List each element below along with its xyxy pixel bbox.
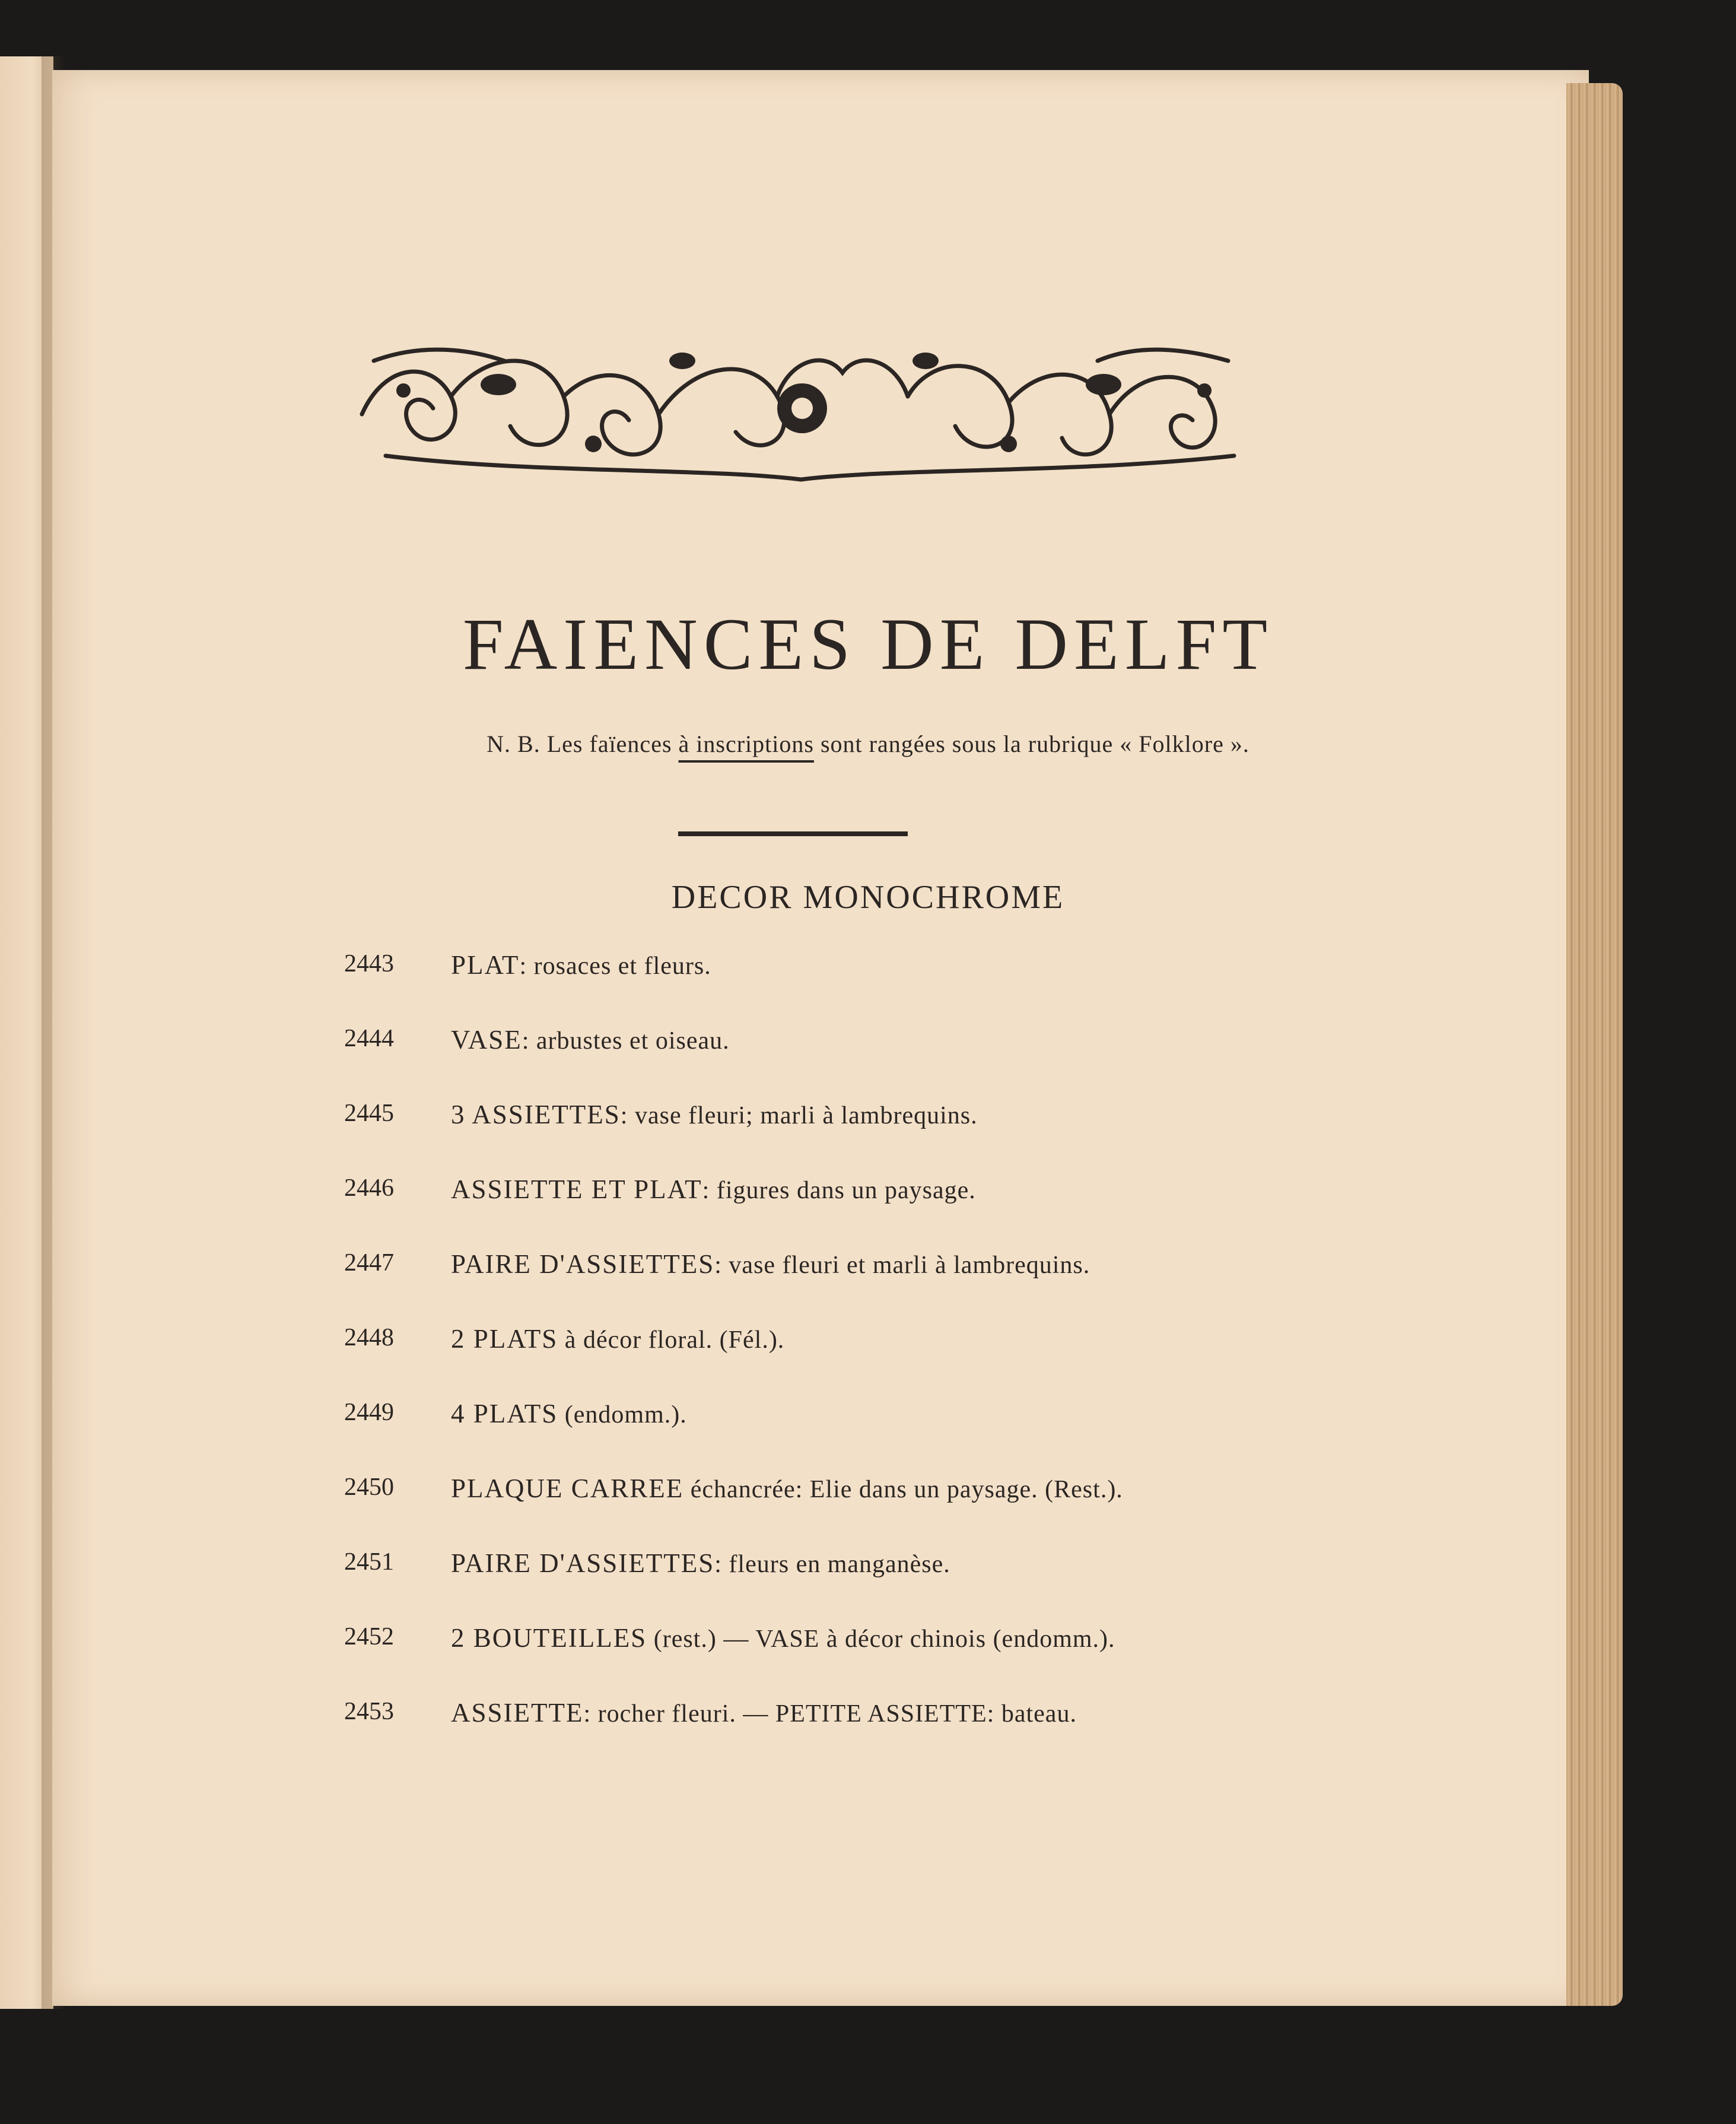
entry-object: PAIRE D'ASSIETTES <box>451 1548 715 1578</box>
catalog-entry <box>344 1473 1234 1515</box>
catalog-entry <box>344 1099 1234 1141</box>
catalog-entry <box>344 1398 1234 1440</box>
entry-object: PLAT <box>451 950 520 980</box>
catalog-entry <box>344 1548 1234 1589</box>
entry-detail: : vase fleuri et marli à lambrequins. <box>714 1252 1090 1279</box>
entry-description <box>451 1473 1123 1504</box>
entry-object: ASSIETTE <box>451 1698 584 1728</box>
entry-detail: à décor floral. (Fél.). <box>558 1326 785 1354</box>
entry-number: 2443 <box>344 950 394 977</box>
entry-number: 2453 <box>344 1698 394 1725</box>
catalog-entry <box>344 1697 1234 1739</box>
entry-description <box>451 1548 950 1579</box>
floral-scroll-ornament-icon <box>350 325 1255 485</box>
entry-object: PLAQUE CARREE <box>451 1474 684 1503</box>
catalog-entry <box>344 1249 1234 1290</box>
entry-number: 2445 <box>344 1100 394 1127</box>
entry-description <box>451 1174 976 1205</box>
entry-description <box>451 1697 1077 1728</box>
entry-description <box>451 1099 978 1130</box>
entry-description <box>451 1623 1115 1653</box>
catalog-entry <box>344 950 1234 991</box>
entry-number: 2447 <box>344 1249 394 1277</box>
entry-object: VASE <box>451 1025 522 1055</box>
entry-description <box>451 950 711 980</box>
entry-object: 4 PLATS <box>451 1399 558 1428</box>
entry-detail: (endomm.). <box>558 1401 687 1428</box>
page-stack-edges <box>1566 83 1623 2006</box>
entry-number: 2450 <box>344 1474 394 1501</box>
entry-object: 2 BOUTEILLES <box>451 1623 647 1653</box>
catalog-entry <box>344 1174 1234 1215</box>
entry-number: 2451 <box>344 1548 394 1576</box>
entry-description <box>451 1024 730 1055</box>
note-prefix: N. B. Les faïences <box>487 731 672 757</box>
catalog-entry <box>344 1623 1234 1664</box>
note-suffix: sont rangées sous la rubrique « Folklore ». <box>820 731 1249 757</box>
catalog-entry <box>344 1024 1234 1066</box>
catalog-entry <box>344 1323 1234 1365</box>
entry-description <box>451 1249 1090 1280</box>
entry-number: 2448 <box>344 1324 394 1351</box>
entry-detail: : arbustes et oiseau. <box>522 1027 730 1055</box>
note-underlined-phrase: à inscriptions <box>678 731 814 757</box>
note-line <box>0 730 1736 758</box>
entry-detail: : figures dans un paysage. <box>702 1177 976 1204</box>
entry-object: ASSIETTE ET PLAT <box>451 1174 702 1204</box>
entry-detail: échancrée: Elie dans un paysage. (Rest.). <box>683 1476 1123 1503</box>
entry-detail: : rosaces et fleurs. <box>519 953 711 980</box>
entry-description <box>451 1323 784 1354</box>
entry-description <box>451 1398 687 1429</box>
entry-object: PAIRE D'ASSIETTES <box>451 1249 715 1279</box>
entry-number: 2446 <box>344 1174 394 1202</box>
entry-detail: : vase fleuri; marli à lambrequins. <box>620 1102 978 1129</box>
page-title: FAIENCES DE DELFT <box>462 604 1274 685</box>
entry-number: 2452 <box>344 1623 394 1650</box>
entry-number: 2449 <box>344 1399 394 1426</box>
entry-detail: (rest.) — VASE à décor chinois (endomm.). <box>647 1625 1115 1653</box>
entry-detail: : fleurs en manganèse. <box>714 1551 950 1578</box>
divider-rule <box>678 831 908 836</box>
section-heading: DECOR MONOCHROME <box>671 879 1065 916</box>
entry-object: 2 PLATS <box>451 1324 558 1354</box>
entry-number: 2444 <box>344 1025 394 1052</box>
entry-detail: : rocher fleuri. — PETITE ASSIETTE: bateau. <box>583 1700 1077 1728</box>
entry-object: 3 ASSIETTES <box>451 1100 621 1129</box>
